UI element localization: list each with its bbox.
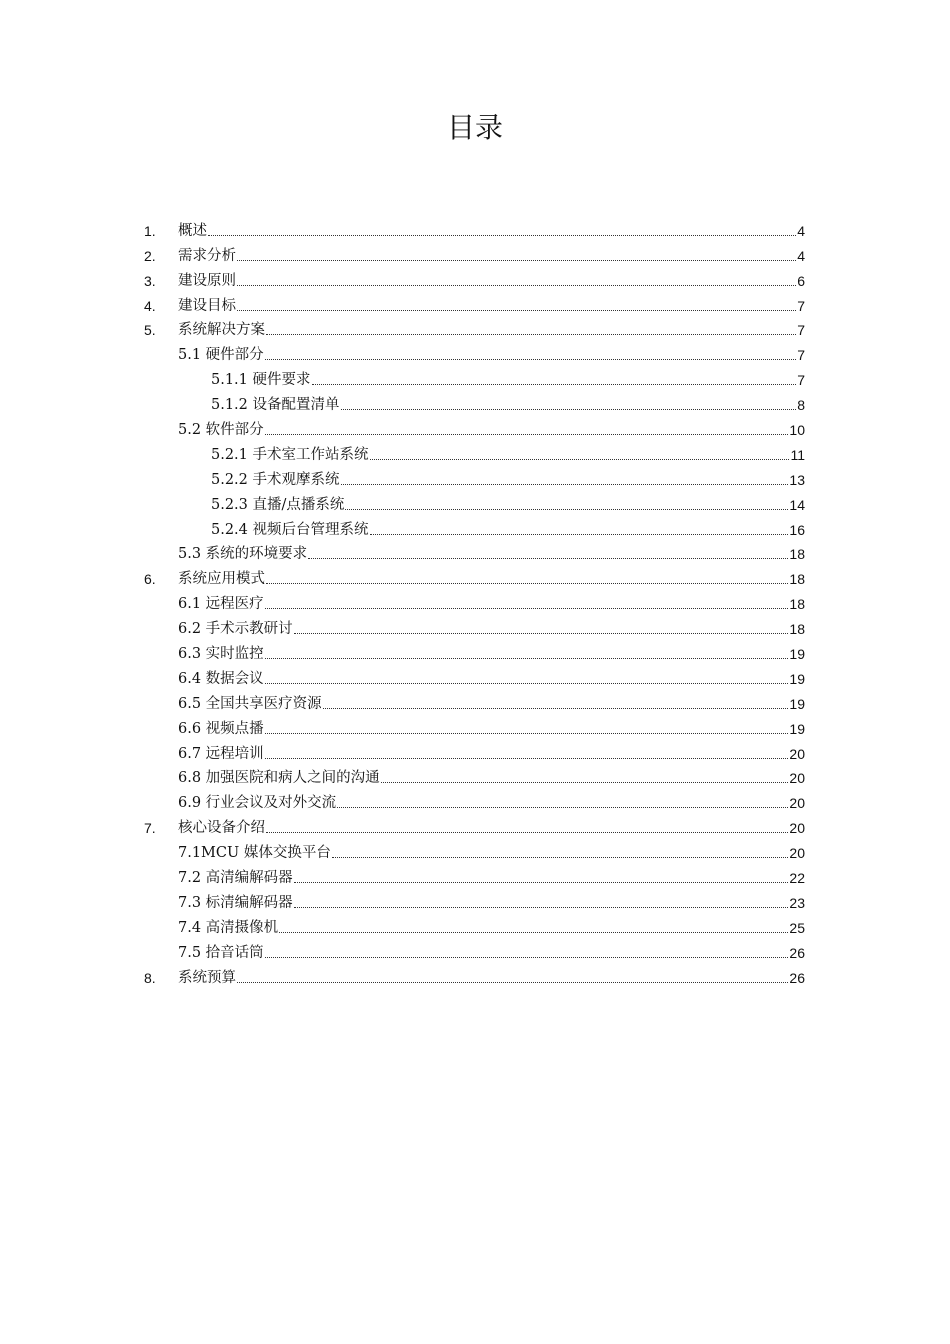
toc-dot-leader	[337, 807, 788, 808]
toc-entry-row	[211, 496, 805, 514]
toc-entry-label: 6.7 远程培训	[178, 745, 264, 762]
toc-dot-leader	[265, 658, 789, 659]
toc-entry[interactable]	[0, 837, 950, 862]
toc-dot-leader	[279, 932, 788, 933]
toc-entry[interactable]	[0, 688, 950, 713]
toc-dot-leader	[237, 260, 796, 261]
toc-entry-row	[178, 595, 805, 613]
toc-entry-row	[178, 570, 805, 588]
toc-entry[interactable]	[0, 339, 950, 364]
toc-dot-leader	[265, 608, 789, 609]
toc-dot-leader	[294, 633, 789, 634]
toc-entry[interactable]	[0, 240, 950, 265]
toc-dot-leader	[266, 583, 788, 584]
toc-entry-label: 5.2.4 视频后台管理系统	[211, 521, 369, 538]
toc-entry[interactable]	[0, 613, 950, 638]
toc-entry-label: 6.8 加强医院和病人之间的沟通	[178, 770, 380, 787]
toc-entry[interactable]	[0, 937, 950, 962]
table-of-contents	[0, 215, 950, 987]
toc-dot-leader	[237, 310, 796, 311]
toc-entry[interactable]	[0, 389, 950, 414]
toc-dot-leader	[266, 832, 788, 833]
toc-entry[interactable]	[0, 738, 950, 763]
toc-entry[interactable]	[0, 215, 950, 240]
toc-dot-leader	[341, 409, 797, 410]
toc-entry-label: 7.1MCU 媒体交换平台	[178, 845, 331, 862]
toc-entry-page-number: 4	[797, 247, 805, 264]
toc-entry-page-number: 7	[797, 347, 805, 364]
toc-dot-leader	[294, 907, 789, 908]
toc-entry-label: 5.1.2 设备配置清单	[211, 397, 340, 414]
toc-entry[interactable]	[0, 812, 950, 837]
toc-entry-page-number: 10	[789, 422, 805, 439]
toc-entry-page-number: 25	[789, 919, 805, 936]
toc-entry-page-number: 19	[789, 720, 805, 737]
toc-entry-row	[211, 521, 805, 539]
toc-entry-row	[211, 471, 805, 489]
toc-entry[interactable]	[0, 315, 950, 340]
toc-entry-label: 系统解决方案	[178, 322, 265, 339]
toc-entry-label: 5.2.2 手术观摩系统	[211, 471, 340, 488]
toc-entry-page-number: 20	[789, 770, 805, 787]
toc-entry-page-number: 11	[790, 446, 805, 463]
toc-entry-label: 5.2.3 直播/点播系统	[211, 496, 345, 513]
toc-entry[interactable]	[0, 364, 950, 389]
toc-entry-row	[178, 819, 805, 837]
toc-entry[interactable]	[0, 912, 950, 937]
toc-entry[interactable]	[0, 514, 950, 539]
toc-entry-number: 2.	[144, 247, 156, 264]
toc-entry-page-number: 13	[789, 471, 805, 488]
toc-entry-label: 系统预算	[178, 969, 236, 986]
toc-entry-page-number: 18	[789, 571, 805, 588]
toc-entry-page-number: 18	[789, 546, 805, 563]
toc-entry[interactable]	[0, 539, 950, 564]
toc-entry-number: 3.	[144, 272, 156, 289]
toc-dot-leader	[266, 334, 796, 335]
toc-entry-page-number: 20	[789, 845, 805, 862]
toc-dot-leader	[265, 758, 789, 759]
toc-entry-row	[178, 620, 805, 638]
toc-dot-leader	[237, 285, 796, 286]
toc-dot-leader	[265, 359, 797, 360]
toc-entry[interactable]	[0, 787, 950, 812]
toc-entry-row	[178, 720, 805, 738]
toc-entry-row	[178, 272, 805, 290]
toc-entry-row	[178, 894, 805, 912]
toc-entry-label: 6.6 视频点播	[178, 720, 264, 737]
toc-entry-page-number: 20	[789, 795, 805, 812]
toc-entry-page-number: 18	[789, 621, 805, 638]
toc-entry-label: 6.2 手术示教研讨	[178, 621, 293, 638]
toc-entry-row	[178, 321, 805, 339]
toc-entry-label: 核心设备介绍	[178, 820, 265, 837]
toc-entry-label: 5.2.1 手术室工作站系统	[211, 446, 369, 463]
toc-entry-page-number: 6	[797, 272, 805, 289]
toc-entry[interactable]	[0, 713, 950, 738]
toc-entry-row	[211, 446, 805, 464]
toc-entry-page-number: 23	[789, 894, 805, 911]
toc-dot-leader	[332, 857, 789, 858]
toc-entry[interactable]	[0, 290, 950, 315]
toc-entry-page-number: 14	[789, 496, 805, 513]
toc-dot-leader	[381, 782, 789, 783]
toc-entry-row	[178, 247, 805, 265]
toc-dot-leader	[312, 384, 797, 385]
toc-entry-page-number: 20	[789, 745, 805, 762]
toc-entry-page-number: 19	[789, 695, 805, 712]
toc-entry-page-number: 26	[789, 969, 805, 986]
toc-dot-leader	[370, 534, 789, 535]
toc-entry-page-number: 19	[789, 670, 805, 687]
toc-entry-row	[178, 695, 805, 713]
toc-entry-label: 5.1 硬件部分	[178, 347, 264, 364]
toc-entry[interactable]	[0, 439, 950, 464]
toc-entry[interactable]	[0, 962, 950, 987]
toc-entry[interactable]	[0, 862, 950, 887]
toc-entry-label: 7.2 高清编解码器	[178, 870, 293, 887]
toc-entry-row	[178, 297, 805, 315]
toc-entry[interactable]	[0, 887, 950, 912]
toc-entry-page-number: 7	[797, 322, 805, 339]
toc-dot-leader	[208, 235, 796, 236]
toc-entry-row	[178, 346, 805, 364]
toc-entry-number: 7.	[144, 820, 156, 837]
toc-entry-label: 概述	[178, 222, 207, 239]
toc-entry-label: 系统应用模式	[178, 571, 265, 588]
toc-entry-page-number: 16	[789, 521, 805, 538]
toc-entry[interactable]	[0, 464, 950, 489]
toc-entry-row	[178, 769, 805, 787]
toc-entry-page-number: 22	[789, 870, 805, 887]
toc-entry-label: 7.3 标清编解码器	[178, 894, 293, 911]
toc-entry-number: 5.	[144, 322, 156, 339]
toc-dot-leader	[294, 882, 789, 883]
toc-entry-number: 8.	[144, 969, 156, 986]
toc-entry-row	[178, 844, 805, 862]
toc-entry-row	[211, 396, 805, 414]
toc-entry-page-number: 18	[789, 596, 805, 613]
toc-dot-leader	[265, 683, 789, 684]
toc-entry[interactable]	[0, 763, 950, 788]
toc-entry-number: 1.	[144, 222, 156, 239]
toc-entry-row	[178, 545, 805, 563]
toc-dot-leader	[265, 733, 789, 734]
toc-entry-row	[211, 371, 805, 389]
toc-entry-page-number: 8	[797, 397, 805, 414]
toc-entry-label: 5.3 系统的环境要求	[178, 546, 308, 563]
toc-entry[interactable]	[0, 663, 950, 688]
toc-entry-row	[178, 222, 805, 240]
toc-dot-leader	[265, 957, 789, 958]
toc-entry[interactable]	[0, 638, 950, 663]
toc-entry-page-number: 26	[789, 944, 805, 961]
page-title: 目录	[446, 111, 503, 144]
toc-dot-leader	[370, 459, 790, 460]
toc-entry-row	[178, 645, 805, 663]
toc-entry[interactable]	[0, 265, 950, 290]
toc-entry-label: 6.9 行业会议及对外交流	[178, 795, 337, 812]
toc-entry[interactable]	[0, 563, 950, 588]
toc-entry[interactable]	[0, 414, 950, 439]
toc-entry[interactable]	[0, 588, 950, 613]
toc-entry-label: 5.1.1 硬件要求	[211, 372, 311, 389]
toc-entry-page-number: 20	[789, 820, 805, 837]
toc-entry-page-number: 19	[789, 646, 805, 663]
toc-dot-leader	[323, 708, 789, 709]
toc-entry-page-number: 7	[797, 297, 805, 314]
toc-entry-row	[178, 794, 805, 812]
toc-entry-label: 建设原则	[178, 272, 236, 289]
toc-entry-label: 6.1 远程医疗	[178, 596, 264, 613]
toc-dot-leader	[237, 982, 788, 983]
toc-entry-label: 需求分析	[178, 247, 236, 264]
toc-entry-label: 7.4 高清摄像机	[178, 919, 279, 936]
toc-entry-label: 建设目标	[178, 297, 236, 314]
toc-entry-row	[178, 421, 805, 439]
toc-dot-leader	[341, 484, 789, 485]
toc-entry-number: 6.	[144, 571, 156, 588]
toc-entry-row	[178, 670, 805, 688]
toc-entry-number: 4.	[144, 297, 156, 314]
toc-entry-row	[178, 919, 805, 937]
toc-entry-row	[178, 869, 805, 887]
toc-entry-page-number: 4	[797, 222, 805, 239]
toc-entry-label: 6.3 实时监控	[178, 646, 264, 663]
toc-entry-page-number: 7	[797, 372, 805, 389]
toc-entry-label: 7.5 拾音话筒	[178, 944, 264, 961]
toc-entry-row	[178, 745, 805, 763]
toc-entry-label: 6.4 数据会议	[178, 670, 264, 687]
toc-entry-label: 6.5 全国共享医疗资源	[178, 695, 322, 712]
toc-entry-row	[178, 969, 805, 987]
toc-entry-row	[178, 944, 805, 962]
toc-entry[interactable]	[0, 489, 950, 514]
toc-dot-leader	[265, 434, 789, 435]
toc-dot-leader	[345, 509, 788, 510]
toc-entry-label: 5.2 软件部分	[178, 422, 264, 439]
toc-dot-leader	[308, 558, 788, 559]
